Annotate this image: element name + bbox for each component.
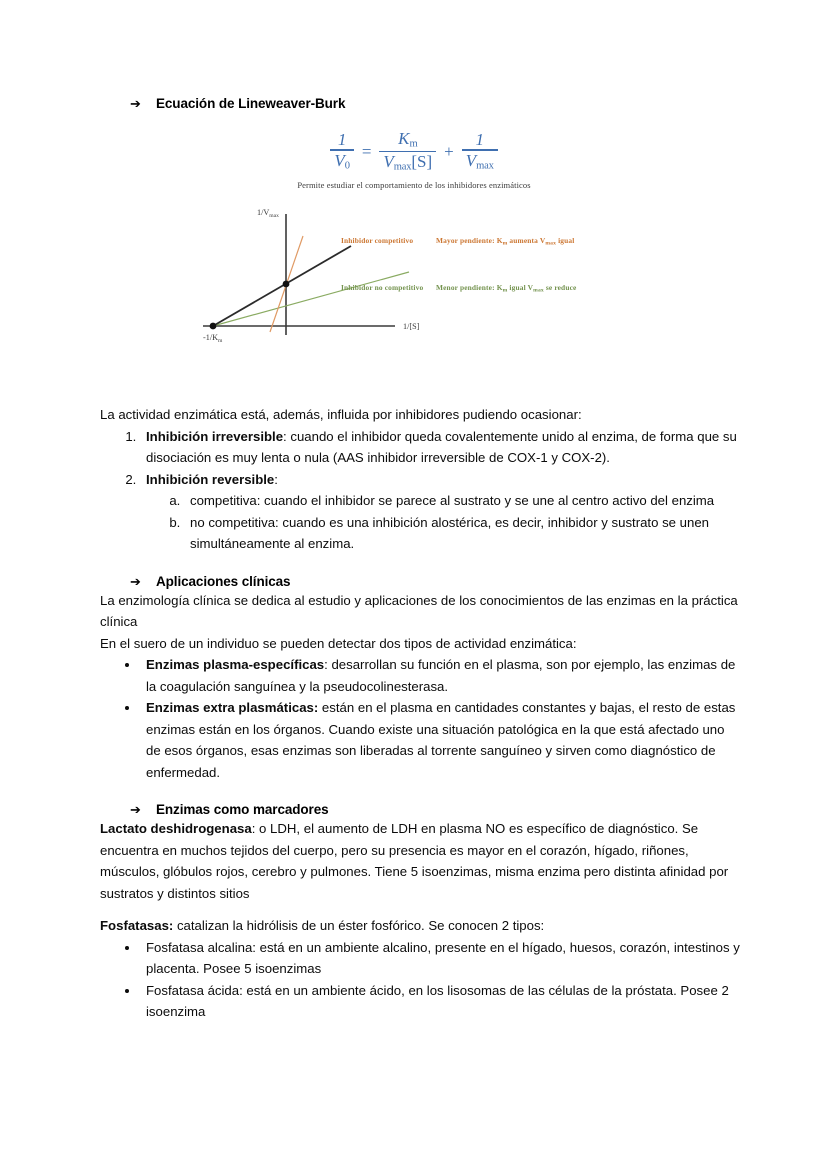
marcadores-block bbox=[0, 818, 828, 1023]
numerator-km bbox=[394, 130, 421, 151]
sub-zero: 0 bbox=[344, 160, 350, 172]
lineweaver-plot-figure bbox=[0, 204, 828, 352]
arrow-bullet-icon: ➔ bbox=[130, 96, 141, 111]
sub-m: m bbox=[409, 138, 418, 150]
aplicaciones-block bbox=[0, 590, 828, 784]
lineweaver-chart bbox=[199, 204, 629, 352]
lineweaver-equation bbox=[325, 130, 502, 173]
list-item-inhibicion-reversible bbox=[140, 469, 742, 555]
list-item-plasma-especificas bbox=[140, 654, 742, 697]
term-lactato-deshidrogenasa: Lactato deshidrogenasa bbox=[100, 821, 252, 837]
heading-lineweaver-label: Ecuación de Lineweaver-Burk bbox=[156, 96, 346, 111]
spacer bbox=[100, 904, 742, 915]
legend-label-competitivo: Inhibidor competitivo bbox=[341, 236, 414, 246]
series-line-control bbox=[213, 246, 351, 326]
reversible-sub-list bbox=[146, 490, 742, 555]
series-line-no-competitivo bbox=[213, 272, 409, 326]
fraction-km-over-vmaxs bbox=[379, 130, 436, 173]
term-plasma-especificas: Enzimas plasma-específicas bbox=[146, 657, 325, 673]
heading-aplicaciones-label: Aplicaciones clínicas bbox=[156, 573, 291, 589]
lineweaver-plot-svg bbox=[199, 204, 629, 352]
list-item-no-competitiva: b. no competitiva: cuando es una inhibición alostérica, es decir, inhibidor y sustrato se unen simultáneamente al enzima. bbox=[184, 512, 742, 555]
var-v: V bbox=[465, 150, 477, 170]
sub-max: max bbox=[476, 160, 494, 172]
desc-inhibicion-irreversible: : cuando el inhibidor queda covalentemente unido al enzima, de forma que su disociación es muy lenta o nula (AAS inhibidor irreversible de COX-1 y COX-2). bbox=[146, 428, 737, 466]
fosfatasas-para bbox=[100, 915, 742, 937]
list-item-extra-plasmaticas bbox=[140, 697, 742, 783]
y-axis-label-sub: max bbox=[269, 212, 279, 219]
numerator-one: 1 bbox=[337, 130, 347, 150]
arrow-bullet-icon: ➔ bbox=[130, 573, 141, 589]
top-margin bbox=[0, 0, 828, 96]
lineweaver-heading-row bbox=[0, 96, 828, 112]
list-item-fosfatasa-alcalina: • Fosfatasa alcalina: está en un ambiente alcalino, presente en el hígado, huesos, corazón, intestinos y placenta. Posee 5 isoenzimas bbox=[140, 937, 742, 980]
var-v: V bbox=[334, 150, 345, 170]
legend-note-no-competitivo: Menor pendiente: $K_m$ igual $V_{max}$ se reduce bbox=[436, 283, 577, 294]
numerator-one: 1 bbox=[475, 130, 484, 150]
list-item-competitiva: a. competitiva: cuando el inhibidor se parece al sustrato y se une al centro activo del enzima bbox=[184, 490, 742, 512]
inhibitors-intro: La actividad enzimática está, además, influida por inhibidores pudiendo ocasionar: bbox=[100, 407, 582, 423]
desc-extra-plasmaticas: están en el plasma en cantidades constantes y bajas, el resto de estas enzimas están en los órganos. Cuando existe una situación patológica en la que está afectado uno de esos órganos, esas enzimas son liberadas al torrente sanguíneo y sirven como diagnóstico de enfermedad. bbox=[146, 700, 736, 780]
spacer bbox=[0, 378, 828, 404]
heading-aplicaciones-clinicas bbox=[130, 574, 828, 590]
equals-sign: = bbox=[361, 142, 372, 161]
denominator-vmax bbox=[462, 151, 498, 172]
x-axis-label: 1/[S] bbox=[403, 322, 420, 332]
desc-inhibicion-reversible: : bbox=[274, 471, 278, 487]
x-intercept-dot bbox=[210, 323, 217, 330]
arrow-bullet-icon: ➔ bbox=[130, 802, 141, 818]
heading-enzimas-marcadores bbox=[130, 802, 828, 818]
desc-plasma-especificas: : desarrollan su función en el plasma, son por ejemplo, las enzimas de la coagulación sanguínea y la pseudocolinesterasa. bbox=[146, 657, 736, 694]
heading-lineweaver bbox=[130, 96, 828, 112]
spacer bbox=[0, 555, 828, 574]
denominator-v0 bbox=[330, 151, 353, 172]
enzimas-tipos-list bbox=[100, 654, 742, 783]
y-axis-crossing-dot bbox=[283, 281, 290, 288]
term-inhibicion-reversible: Inhibición reversible bbox=[146, 471, 275, 487]
aplicaciones-para-2: En el suero de un individuo se pueden detectar dos tipos de actividad enzimática: bbox=[100, 635, 577, 651]
legend-label-no-competitivo: Inhibidor no competitivo bbox=[341, 283, 424, 293]
x-intercept-label: $-1/K_m$ bbox=[203, 333, 223, 344]
fraction-1-over-v0 bbox=[330, 131, 353, 171]
inhibitors-block bbox=[0, 404, 828, 555]
fraction-1-over-vmax bbox=[462, 131, 498, 171]
term-fosfatasas: Fosfatasas: bbox=[100, 918, 174, 934]
y-axis-label: $1/V_{max}$ bbox=[257, 208, 279, 219]
sub-max: max bbox=[393, 161, 412, 173]
aplicaciones-heading-row bbox=[0, 574, 828, 590]
x-intercept-label-sub: m bbox=[218, 337, 223, 344]
plus-sign: + bbox=[444, 142, 454, 161]
denominator-vmax-s bbox=[379, 152, 436, 173]
term-extra-plasmaticas: Enzimas extra plasmáticas: bbox=[146, 700, 319, 716]
legend-note-competitivo: Mayor pendiente: $K_m$ aumenta $V_{max}$ igual bbox=[436, 236, 575, 247]
var-v: V bbox=[383, 152, 394, 172]
fosfatasas-list bbox=[100, 937, 742, 1023]
aplicaciones-para-1: La enzimología clínica se dedica al estudio y aplicaciones de los conocimientos de las enzimas en la práctica clínica bbox=[100, 592, 738, 630]
desc-fosfatasas: catalizan la hidrólisis de un éster fosfórico. Se conocen 2 tipos: bbox=[173, 918, 545, 934]
var-k: K bbox=[398, 129, 410, 148]
equation-caption: Permite estudiar el comportamiento de los inhibidores enzimáticos bbox=[297, 180, 531, 191]
term-inhibicion-irreversible: Inhibición irreversible bbox=[146, 428, 284, 444]
inhibition-ordered-list bbox=[100, 426, 742, 555]
substrate-brackets: [S] bbox=[411, 152, 433, 172]
heading-marcadores-label: Enzimas como marcadores bbox=[156, 802, 329, 818]
desc-lactato-deshidrogenasa: : o LDH, el aumento de LDH en plasma NO es específico de diagnóstico. Se encuentra en muchos tejidos del cuerpo, pero su presencia es mayor en el corazón, hígado, riñones, músculos, glóbulos rojos, cerebro y pulmones. Tiene 5 isoenzimas, misma enzima pero distinta afinidad por sustratos y distintos sitios bbox=[100, 821, 729, 901]
list-item-fosfatasa-acida: • Fosfatasa ácida: está en un ambiente ácido, en los lisosomas de las células de la próstata. Posee 2 isoenzima bbox=[140, 980, 742, 1023]
marcadores-heading-row bbox=[0, 802, 828, 818]
list-item-inhibicion-irreversible bbox=[140, 426, 742, 469]
spacer bbox=[0, 783, 828, 802]
lactato-deshidrogenasa-para bbox=[100, 818, 742, 904]
lineweaver-equation-figure bbox=[0, 130, 828, 190]
spacer bbox=[0, 352, 828, 378]
